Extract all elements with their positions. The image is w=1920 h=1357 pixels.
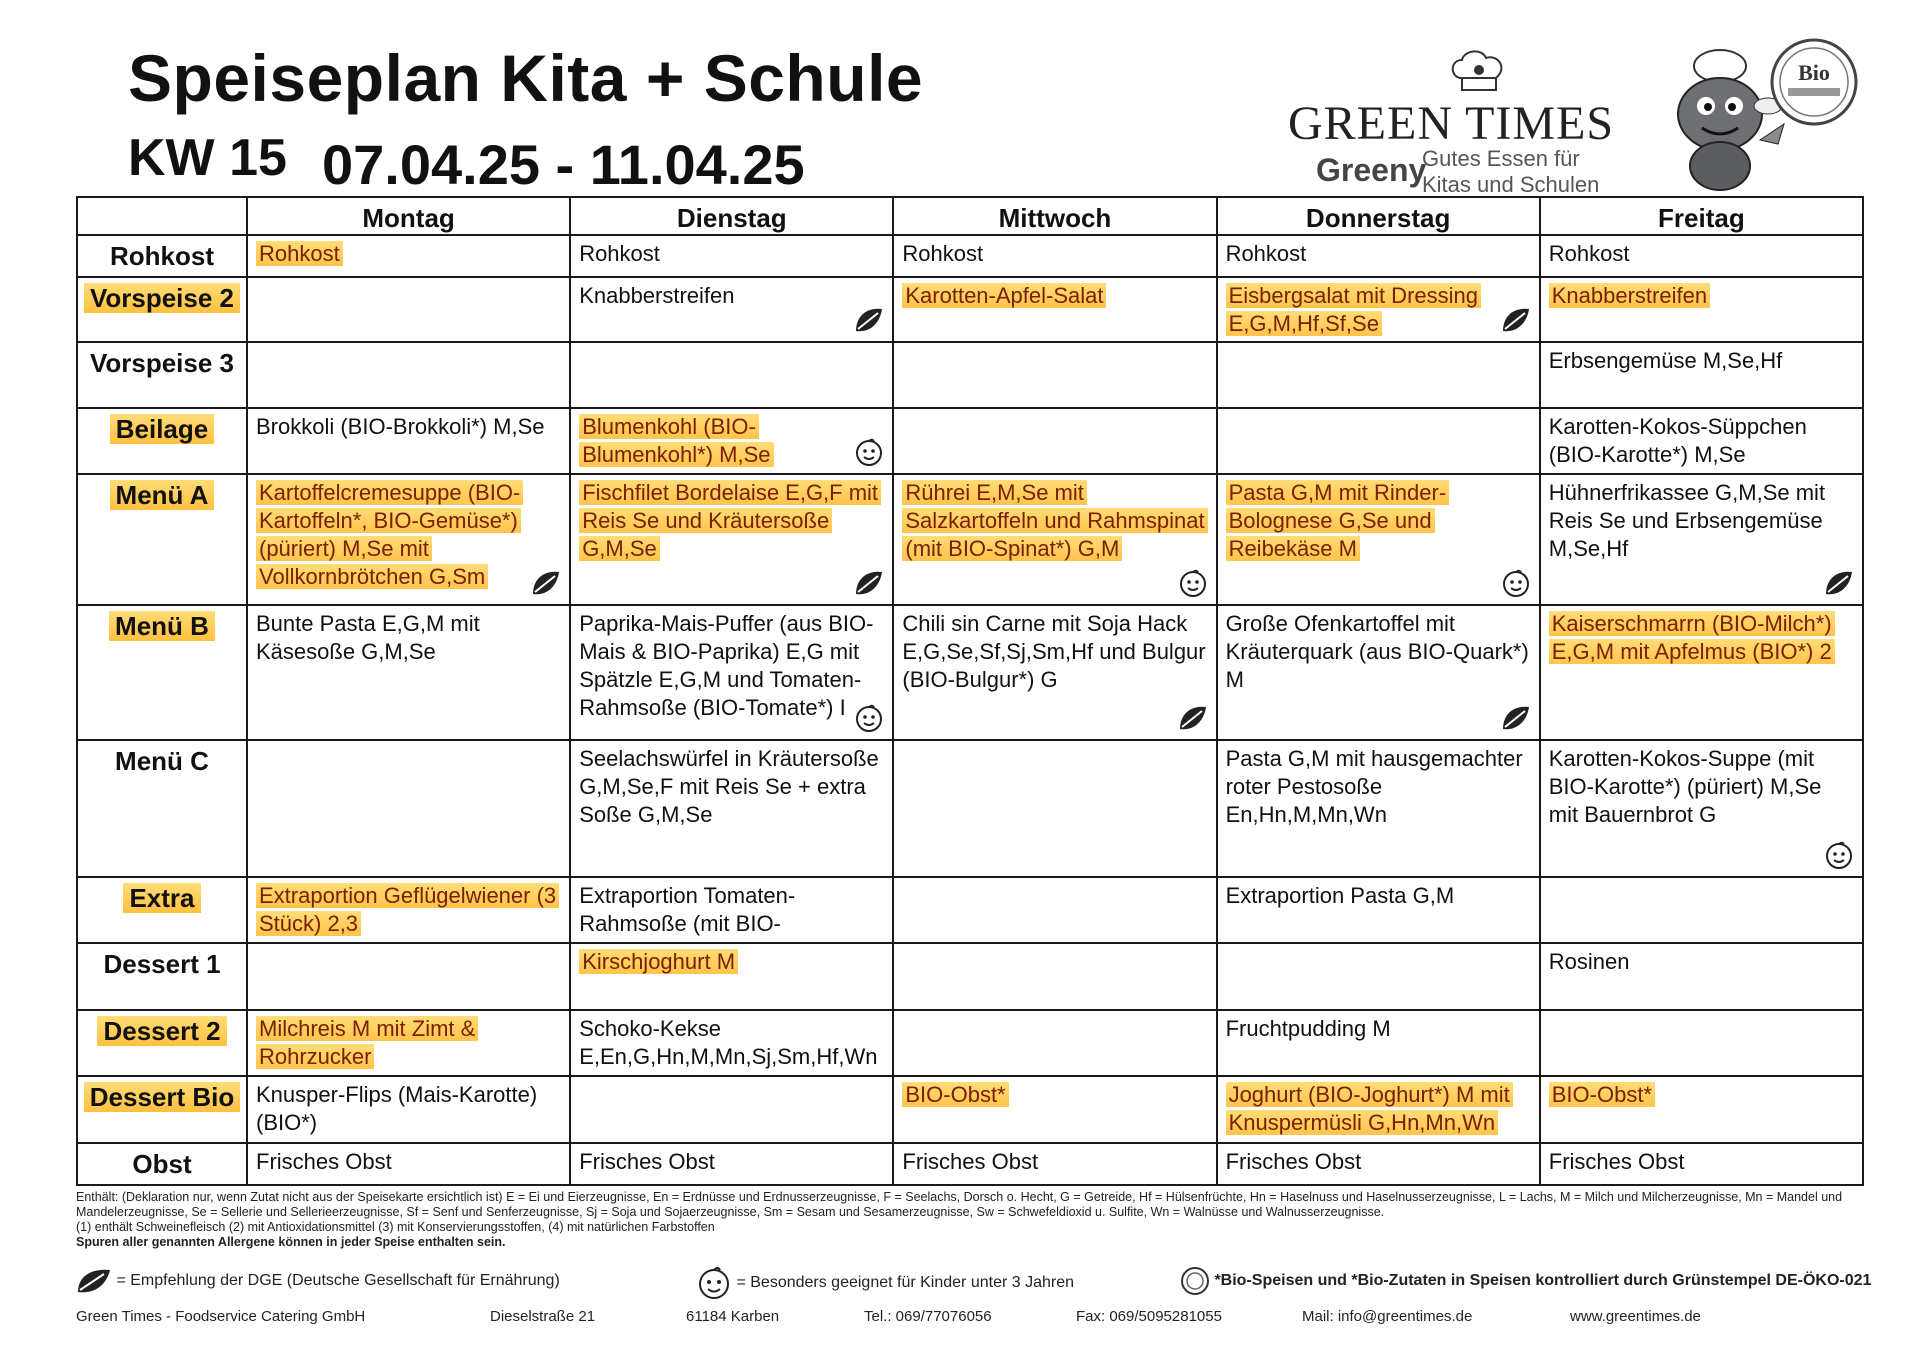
- meal-text: Hühnerfrikassee G,M,Se mit Reis Se und Erbsengemüse M,Se,Hf: [1548, 480, 1826, 562]
- meal-cell: [1217, 943, 1540, 1009]
- meal-text: Knabberstreifen: [579, 283, 735, 309]
- day-header: Freitag: [1540, 197, 1863, 235]
- menu-row: [77, 1076, 1863, 1142]
- meal-cell: [247, 474, 570, 605]
- meal-text: Extraportion Geflügelwiener (3 Stück) 2,3: [256, 883, 559, 936]
- meal-cell: [893, 1010, 1216, 1076]
- meal-cell: [1540, 943, 1863, 1009]
- meal-cell: [1540, 474, 1863, 605]
- meal-text: Frisches Obst: [902, 1148, 1039, 1174]
- row-label: Obst: [132, 1148, 192, 1179]
- meal-cell: [893, 474, 1216, 605]
- meal-cell: [570, 943, 893, 1009]
- meal-text: Erbsengemüse M,Se,Hf: [1548, 347, 1783, 373]
- meal-text: Fruchtpudding M: [1225, 1015, 1391, 1041]
- meal-text: Pasta G,M mit hausgemachter roter Pestosoße En,Hn,M,Mn,Wn: [1225, 746, 1523, 828]
- row-label-cell: [77, 408, 247, 474]
- row-label: Dessert Bio: [84, 1082, 241, 1112]
- row-label-cell: [77, 1143, 247, 1185]
- meal-text: Kirschjoghurt M: [579, 949, 738, 974]
- meal-cell: [570, 877, 893, 943]
- meal-plan-table: [76, 196, 1864, 1186]
- meal-cell: [247, 1076, 570, 1142]
- slogan-line-2: Kitas und Schulen: [1422, 172, 1600, 197]
- meal-plan-body: [77, 235, 1863, 1185]
- meal-text: Frisches Obst: [1548, 1148, 1685, 1174]
- row-label-cell: [77, 605, 247, 740]
- meal-text: Rosinen: [1548, 949, 1630, 975]
- dge-leaf-icon: [1501, 703, 1531, 733]
- footer-tel: Tel.: 069/77076056: [864, 1308, 992, 1325]
- baby-face-icon: [1501, 568, 1531, 598]
- row-label: Extra: [123, 883, 200, 913]
- brand-slogan: [1422, 146, 1599, 198]
- meal-text: Karotten-Apfel-Salat: [902, 283, 1106, 308]
- meal-cell: [893, 235, 1216, 277]
- meal-cell: [1540, 1010, 1863, 1076]
- meal-cell: [247, 1143, 570, 1185]
- menu-row: [77, 877, 1863, 943]
- day-header: Mittwoch: [893, 197, 1216, 235]
- row-label: Dessert 1: [103, 949, 221, 980]
- menu-row: [77, 235, 1863, 277]
- footer-city: 61184 Karben: [686, 1308, 780, 1325]
- meal-cell: [570, 235, 893, 277]
- meal-text: Rohkost: [1225, 241, 1307, 266]
- meal-text: Rohkost: [579, 241, 660, 266]
- row-label: Vorspeise 2: [84, 283, 240, 313]
- baby-legend-text: = Besonders geeignet für Kinder unter 3 Jahren: [736, 1274, 1075, 1292]
- meal-text: Seelachswürfel in Kräutersoße G,M,Se,F mit Reis Se + extra Soße G,M,Se: [579, 746, 879, 828]
- leaf-icon: [76, 1266, 112, 1296]
- slogan-line-1: Gutes Essen für: [1422, 146, 1580, 171]
- row-label: Menü B: [109, 611, 215, 641]
- meal-cell: [1217, 474, 1540, 605]
- page-title: Speiseplan Kita + Schule: [128, 41, 924, 115]
- meal-text: Pasta G,M mit Rinder-Bolognese G,Se und Reibekäse M: [1226, 480, 1450, 561]
- meal-text: Rohkost: [256, 241, 343, 266]
- row-label-cell: [77, 1010, 247, 1076]
- row-label: Dessert 2: [97, 1016, 226, 1046]
- meal-cell: [570, 474, 893, 605]
- meal-text: Bunte Pasta E,G,M mit Käsesoße G,M,Se: [256, 611, 480, 665]
- meal-cell: [893, 740, 1216, 877]
- baby-face-icon: [1824, 840, 1854, 870]
- legend: [76, 1190, 1876, 1250]
- meal-cell: [570, 342, 893, 408]
- meal-cell: [1217, 235, 1540, 277]
- meal-cell: [1540, 1076, 1863, 1142]
- meal-cell: [893, 1143, 1216, 1185]
- row-label: Menü C: [115, 746, 209, 777]
- menu-row: [77, 943, 1863, 1009]
- meal-text: Brokkoli (BIO-Brokkoli*) M,Se: [256, 414, 545, 440]
- menu-row: [77, 342, 1863, 408]
- meal-text: Extraportion Pasta G,M: [1225, 883, 1455, 908]
- meal-cell: [247, 605, 570, 740]
- meal-text: Milchreis M mit Zimt & Rohrzucker: [256, 1016, 478, 1069]
- dge-leaf-icon: [531, 568, 561, 598]
- meal-text: Frisches Obst: [579, 1148, 715, 1174]
- footer-company: Green Times - Foodservice Catering GmbH: [76, 1308, 366, 1325]
- dge-leaf-icon: [1178, 703, 1208, 733]
- meal-cell: [1540, 877, 1863, 943]
- day-header: Montag: [247, 197, 570, 235]
- meal-cell: [247, 943, 570, 1009]
- row-label: Beilage: [110, 414, 215, 444]
- meal-cell: [570, 408, 893, 474]
- meal-text: Karotten-Kokos-Süppchen (BIO-Karotte*) M,Se: [1548, 414, 1807, 468]
- meal-text: Blumenkohl (BIO-Blumenkohl*) M,Se: [579, 414, 773, 467]
- meal-cell: [570, 1076, 893, 1142]
- footer-fax: Fax: 069/5095281055: [1076, 1308, 1222, 1325]
- meal-cell: [893, 408, 1216, 474]
- meal-cell: [893, 877, 1216, 943]
- meal-text: Joghurt (BIO-Joghurt*) M mit Knuspermüsli G,Hn,Mn,Wn: [1226, 1082, 1513, 1135]
- meal-cell: [570, 277, 893, 341]
- meal-cell: [1540, 235, 1863, 277]
- meal-text: BIO-Obst*: [902, 1082, 1008, 1107]
- footer-street: Dieselstraße 21: [490, 1308, 596, 1325]
- bio-seal-icon: [1768, 36, 1860, 128]
- bio-seal-small-icon: [1180, 1266, 1210, 1296]
- meal-text: Große Ofenkartoffel mit Kräuterquark (aus BIO-Quark*) M: [1225, 611, 1529, 693]
- meal-cell: [1217, 342, 1540, 408]
- meal-cell: [570, 605, 893, 740]
- row-label-cell: [77, 235, 247, 277]
- meal-cell: [247, 877, 570, 943]
- meal-text: Eisbergsalat mit Dressing E,G,M,Hf,Sf,Se: [1226, 283, 1481, 336]
- day-header-row: [77, 197, 1863, 235]
- row-label: Vorspeise 3: [89, 347, 235, 378]
- meal-cell: [570, 740, 893, 877]
- baby-legend: [696, 1266, 1074, 1300]
- meal-text: Knusper-Flips (Mais-Karotte) (BIO*): [256, 1082, 538, 1136]
- meal-cell: [1540, 277, 1863, 341]
- meal-cell: [1217, 1076, 1540, 1142]
- meal-cell: [893, 1076, 1216, 1142]
- meal-text: Fischfilet Bordelaise E,G,F mit Reis Se und Kräutersoße G,M,Se: [579, 480, 881, 561]
- row-label-cell: [77, 943, 247, 1009]
- brand-logo-text: GREEN TIMES: [1288, 97, 1615, 150]
- dge-legend-text: = Empfehlung der DGE (Deutsche Gesellschaft für Ernährung): [116, 1272, 560, 1290]
- meal-text: Chili sin Carne mit Soja Hack E,G,Se,Sf,Sj,Sm,Hf und Bulgur (BIO-Bulgur*) G: [902, 611, 1206, 693]
- meal-text: Kartoffelcremesuppe (BIO-Kartoffeln*, BIO-Gemüse*) (püriert) M,Se mit Vollkornbrötchen G,Sm: [256, 480, 523, 589]
- row-label-cell: [77, 877, 247, 943]
- chef-hat-icon: [1448, 48, 1508, 96]
- meal-cell: [247, 1010, 570, 1076]
- baby-face-icon: [854, 703, 884, 733]
- meal-text: Frisches Obst: [256, 1148, 392, 1174]
- meal-text: Kaiserschmarrn (BIO-Milch*) E,G,M mit Apfelmus (BIO*) 2: [1549, 611, 1835, 664]
- meal-cell: [1540, 605, 1863, 740]
- row-label-cell: [77, 342, 247, 408]
- menu-row: [77, 605, 1863, 740]
- dge-leaf-icon: [1501, 305, 1531, 335]
- trace-note: Spuren aller genannten Allergene können in jeder Speise enthalten sein.: [76, 1235, 506, 1249]
- bio-seal-text: Bio: [1798, 60, 1830, 85]
- row-label-cell: [77, 1076, 247, 1142]
- brand-greeny: Greeny: [1316, 152, 1427, 188]
- meal-cell: [247, 277, 570, 341]
- baby-face-icon: [854, 437, 884, 467]
- day-header: Dienstag: [570, 197, 893, 235]
- footer-mail: Mail: info@greentimes.de: [1302, 1308, 1473, 1325]
- meal-text: Knabberstreifen: [1549, 283, 1710, 308]
- meal-cell: [1217, 408, 1540, 474]
- meal-cell: [1540, 342, 1863, 408]
- meal-text: Paprika-Mais-Puffer (aus BIO-Mais & BIO-Paprika) E,G mit Spätzle E,G,M und Tomaten-Rahmsoße (BIO-Tomate*) I: [579, 611, 874, 721]
- meal-cell: [247, 342, 570, 408]
- meal-cell: [893, 605, 1216, 740]
- meal-cell: [1540, 1143, 1863, 1185]
- menu-row: [77, 277, 1863, 341]
- meal-cell: [247, 740, 570, 877]
- meal-cell: [247, 235, 570, 277]
- meal-cell: [1217, 1010, 1540, 1076]
- meal-text: Schoko-Kekse E,En,G,Hn,M,Mn,Sj,Sm,Hf,Wn: [579, 1015, 878, 1069]
- day-header: Donnerstag: [1217, 197, 1540, 235]
- meal-cell: [570, 1143, 893, 1185]
- meal-text: Rührei E,M,Se mit Salzkartoffeln und Rahmspinat (mit BIO-Spinat*) G,M: [902, 480, 1207, 561]
- dge-leaf-icon: [1824, 568, 1854, 598]
- baby-face-icon: [696, 1266, 732, 1300]
- week-number: KW 15: [128, 129, 287, 187]
- row-label: Menü A: [110, 480, 215, 510]
- meal-text: Extraportion Tomaten-Rahmsoße (mit BIO-: [579, 883, 796, 936]
- menu-row: [77, 1010, 1863, 1076]
- meal-cell: [570, 1010, 893, 1076]
- corner-cell: [77, 197, 247, 235]
- row-label-cell: [77, 740, 247, 877]
- meal-text: Rohkost: [902, 241, 984, 266]
- menu-row: [77, 740, 1863, 877]
- date-range: 07.04.25 - 11.04.25: [322, 133, 805, 196]
- menu-row: [77, 474, 1863, 605]
- allergen-legend: Enthält: (Deklaration nur, wenn Zutat nicht aus der Speisekarte ersichtlich ist) E = Ei und Eierzeugnisse, En = Erdnüsse und Erdnusserzeugnisse, F = Seelachs, Dorsch o. Hecht, G = Getreide, Hf = Hülsenfrüchte, Hn = Haselnuss und Haselnusserzeugnisse, L = Lachs, M = Milch und Milcherzeugnisse, Mn = Mandel und Mandelerzeugnisse, Se = Sellerie und Sellerieerzeugnisse, Sf = Senf und Senferzeugnisse, Sj = Soja und Sojaerzeugnisse, Sm = Sesam und Sesamerzeugnisse, Sw = Schwefeldioxid u. Sulfite, Wn = Walnüsse und Walnusserzeugnisse.: [76, 1190, 1843, 1219]
- meal-cell: [1540, 408, 1863, 474]
- baby-face-icon: [1178, 568, 1208, 598]
- bio-legend-text: *Bio-Speisen und *Bio-Zutaten in Speisen kontrolliert durch Grünstempel DE-ÖKO-021: [1214, 1272, 1872, 1290]
- meal-text: Frisches Obst: [1225, 1148, 1362, 1174]
- meal-cell: [1217, 740, 1540, 877]
- bio-legend: [1180, 1266, 1871, 1296]
- row-label: Rohkost: [110, 241, 214, 271]
- meal-cell: [1217, 1143, 1540, 1185]
- dge-legend: [76, 1266, 560, 1296]
- meal-cell: [1217, 877, 1540, 943]
- meal-cell: [1540, 740, 1863, 877]
- footer-web[interactable]: www.greentimes.de: [1570, 1308, 1701, 1325]
- meal-cell: [247, 408, 570, 474]
- meal-text: Rohkost: [1548, 241, 1630, 266]
- row-label-cell: [77, 474, 247, 605]
- meal-cell: [893, 342, 1216, 408]
- row-label-cell: [77, 277, 247, 341]
- meal-text: BIO-Obst*: [1549, 1082, 1655, 1107]
- menu-row: [77, 1143, 1863, 1185]
- meal-cell: [1217, 277, 1540, 341]
- meal-cell: [893, 277, 1216, 341]
- dge-leaf-icon: [854, 568, 884, 598]
- menu-row: [77, 408, 1863, 474]
- meal-cell: [1217, 605, 1540, 740]
- meal-text: Karotten-Kokos-Suppe (mit BIO-Karotte*) (püriert) M,Se mit Bauernbrot G: [1548, 746, 1822, 828]
- dge-leaf-icon: [854, 305, 884, 335]
- meal-cell: [893, 943, 1216, 1009]
- additive-legend: (1) enthält Schweinefleisch (2) mit Antioxidationsmittel (3) mit Konservierungsstoffen, (4) mit natürlichen Farbstoffen: [76, 1220, 715, 1234]
